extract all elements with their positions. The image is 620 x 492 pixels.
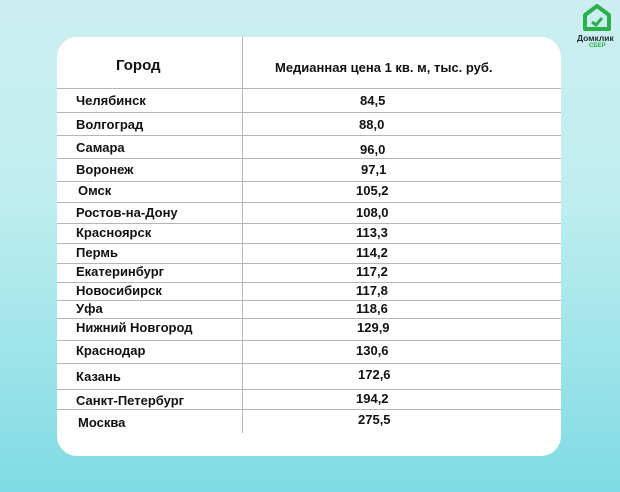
row-divider (57, 223, 561, 224)
row-divider (57, 158, 561, 159)
price-cell: 97,1 (361, 162, 387, 177)
city-cell: Ростов-на-Дону (76, 205, 178, 220)
price-cell: 96,0 (360, 142, 386, 157)
city-cell: Краснодар (76, 343, 146, 358)
row-divider (57, 135, 561, 136)
city-cell: Санкт-Петербург (76, 393, 185, 408)
city-cell: Волгоград (76, 117, 144, 132)
row-divider (57, 389, 561, 390)
brand-sub: СБЕР (589, 43, 606, 49)
header-city: Город (116, 57, 161, 74)
price-cell: 275,5 (358, 412, 391, 427)
row-divider (57, 88, 561, 89)
row-divider (57, 181, 561, 182)
price-cell: 114,2 (356, 245, 388, 260)
brand-logo (577, 4, 617, 48)
city-cell: Воронеж (76, 162, 134, 177)
row-divider (57, 409, 561, 410)
city-cell: Уфа (76, 301, 103, 316)
column-divider (242, 37, 243, 433)
price-cell: 113,3 (356, 225, 388, 240)
city-cell: Казань (76, 369, 121, 384)
row-divider (57, 112, 561, 113)
price-cell: 84,5 (360, 93, 386, 108)
row-divider (57, 318, 561, 319)
city-cell: Москва (78, 415, 126, 430)
city-cell: Екатеринбург (76, 264, 165, 279)
city-cell: Нижний Новгород (76, 320, 193, 335)
price-cell: 129,9 (357, 320, 390, 335)
price-cell: 88,0 (359, 117, 385, 132)
price-cell: 130,6 (356, 343, 389, 358)
price-cell: 117,2 (356, 264, 388, 279)
row-divider (57, 243, 561, 244)
city-cell: Новосибирск (76, 283, 162, 298)
city-cell: Челябинск (76, 93, 146, 108)
city-cell: Пермь (76, 245, 118, 260)
row-divider (57, 363, 561, 364)
price-cell: 108,0 (356, 205, 389, 220)
house-logo-icon (583, 4, 611, 32)
price-cell: 117,8 (356, 283, 388, 298)
price-cell: 105,2 (356, 183, 389, 198)
header-price: Медианная цена 1 кв. м, тыс. руб. (275, 60, 493, 75)
row-divider (57, 300, 561, 301)
city-cell: Омск (78, 183, 112, 198)
city-cell: Красноярск (76, 225, 152, 240)
price-cell: 172,6 (358, 367, 391, 382)
row-divider (57, 202, 561, 203)
city-cell: Самара (76, 140, 125, 155)
row-divider (57, 340, 561, 341)
price-cell: 118,6 (356, 301, 388, 316)
brand-name: Домклик (577, 33, 614, 43)
price-cell: 194,2 (356, 391, 389, 406)
